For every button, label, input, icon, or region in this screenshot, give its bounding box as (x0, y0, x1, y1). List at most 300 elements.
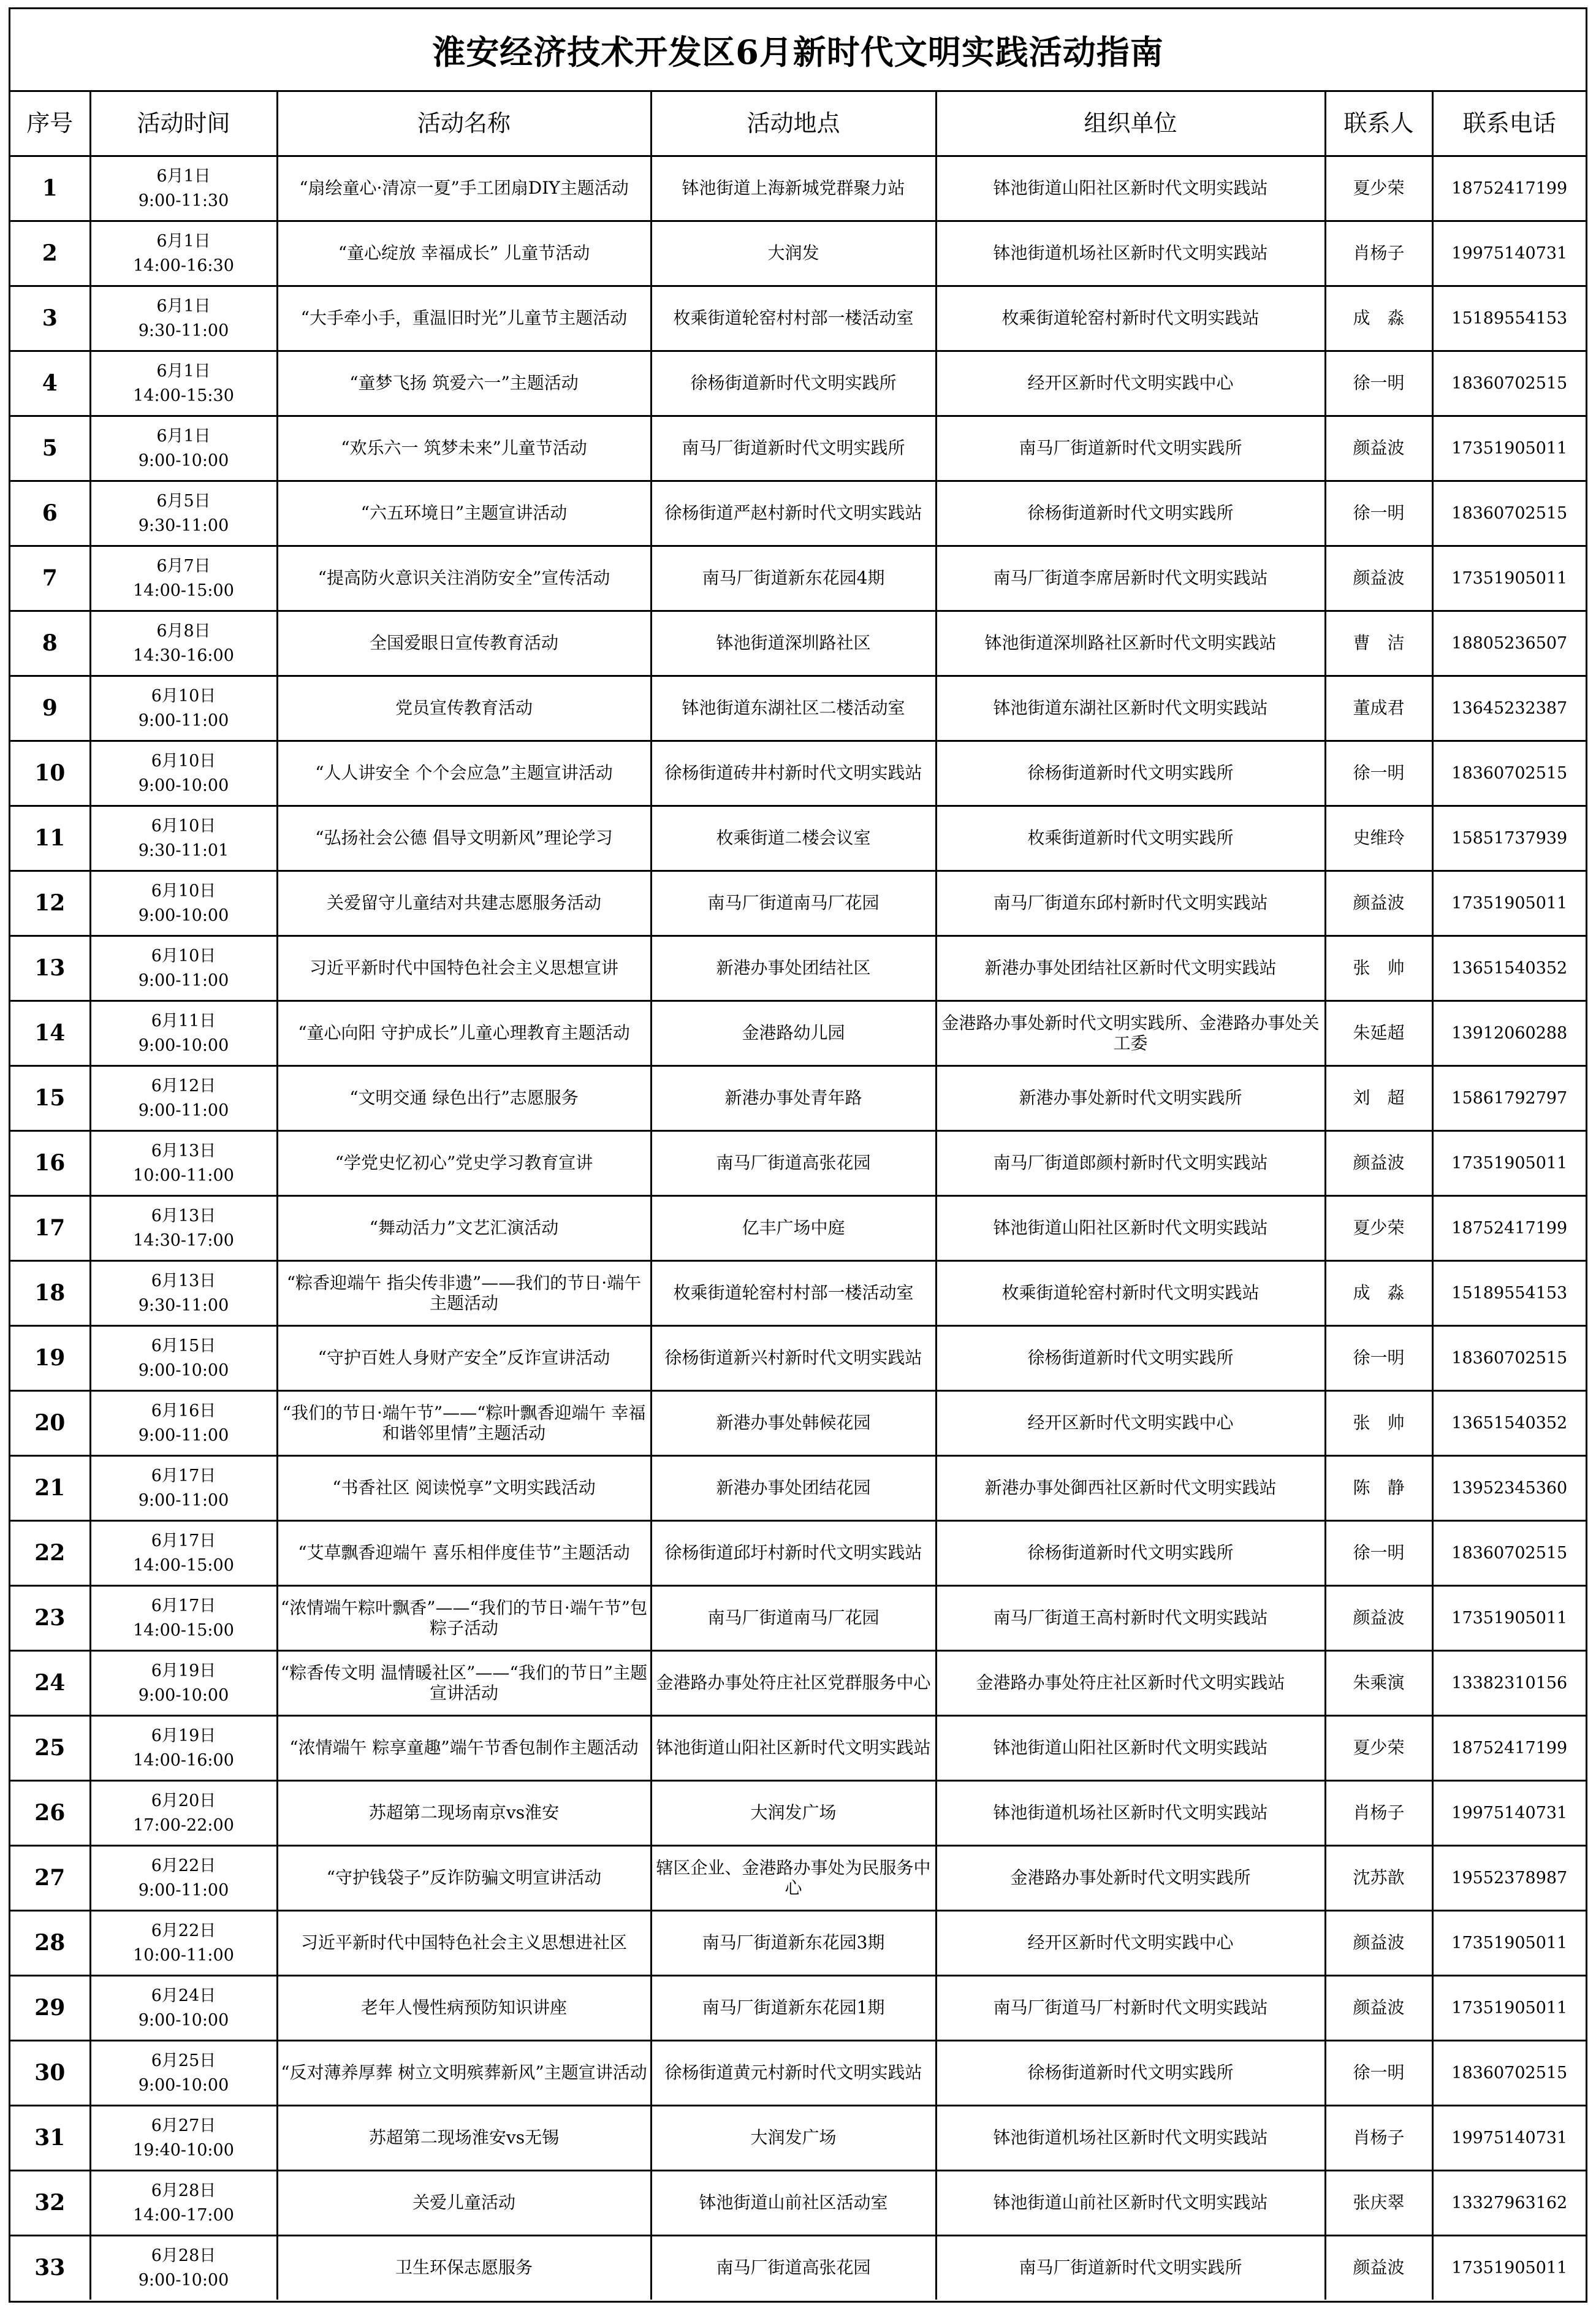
contact-phone: 18360702515 (1432, 741, 1586, 806)
activity-location: 新港办事处青年路 (651, 1066, 936, 1131)
activity-organizer: 钵池街道深圳路社区新时代文明实践站 (936, 611, 1325, 676)
activity-location: 新港办事处团结花园 (651, 1456, 936, 1521)
activity-organizer: 新港办事处团结社区新时代文明实践站 (936, 936, 1325, 1001)
activity-organizer: 徐杨街道新时代文明实践所 (936, 2041, 1325, 2106)
activity-name: “提高防火意识关注消防安全”宣传活动 (277, 546, 651, 611)
contact-phone: 13327963162 (1432, 2171, 1586, 2236)
contact-phone: 17351905011 (1432, 1976, 1586, 2041)
activity-time (90, 1391, 277, 1456)
table-row (10, 1521, 1586, 1586)
activity-date: 6月10日 (151, 816, 216, 836)
activity-name: “舞动活力”文艺汇演活动 (277, 1196, 651, 1261)
activity-hours: 9:00-10:00 (138, 2270, 229, 2290)
contact-person: 张 帅 (1325, 936, 1432, 1001)
contact-person: 颜益波 (1325, 2236, 1432, 2300)
activity-date: 6月17日 (151, 1596, 216, 1615)
activity-time (90, 2171, 277, 2236)
table-row (10, 936, 1586, 1001)
activity-organizer: 南马厂街道东邱村新时代文明实践站 (936, 871, 1325, 936)
activity-time (90, 806, 277, 871)
contact-phone: 13382310156 (1432, 1651, 1586, 1716)
activity-hours: 9:00-10:00 (138, 905, 229, 925)
activity-name: 老年人慢性病预防知识讲座 (277, 1976, 651, 2041)
activity-time (90, 2236, 277, 2300)
activity-name: “弘扬社会公德 倡导文明新风”理论学习 (277, 806, 651, 871)
activity-time (90, 741, 277, 806)
contact-phone: 19552378987 (1432, 1846, 1586, 1911)
activity-time (90, 936, 277, 1001)
activity-time (90, 1586, 277, 1651)
activity-organizer: 钵池街道东湖社区新时代文明实践站 (936, 676, 1325, 741)
header-phone: 联系电话 (1432, 92, 1586, 156)
activity-date: 6月28日 (151, 2246, 216, 2265)
table-row (10, 1781, 1586, 1846)
activity-name: 苏超第二现场淮安vs无锡 (277, 2106, 651, 2171)
row-index: 1 (10, 156, 90, 221)
contact-person: 张 帅 (1325, 1391, 1432, 1456)
activity-time (90, 546, 277, 611)
activity-organizer: 枚乘街道轮窑村新时代文明实践站 (936, 1261, 1325, 1326)
table-row (10, 1001, 1586, 1066)
activity-date: 6月1日 (156, 166, 211, 186)
table-row (10, 741, 1586, 806)
activity-name: 苏超第二现场南京vs淮安 (277, 1781, 651, 1846)
activity-time (90, 2041, 277, 2106)
contact-phone: 18752417199 (1432, 156, 1586, 221)
activity-name: “守护百姓人身财产安全”反诈宣讲活动 (277, 1326, 651, 1391)
contact-phone: 18752417199 (1432, 1716, 1586, 1781)
contact-person: 徐一明 (1325, 1521, 1432, 1586)
table-body (10, 156, 1586, 2300)
table-row (10, 1326, 1586, 1391)
activity-hours: 10:00-11:00 (133, 1165, 234, 1185)
row-index: 4 (10, 351, 90, 416)
activity-hours: 9:30-11:00 (138, 321, 229, 340)
activity-organizer: 徐杨街道新时代文明实践所 (936, 481, 1325, 546)
contact-person: 沈苏歆 (1325, 1846, 1432, 1911)
activity-organizer: 徐杨街道新时代文明实践所 (936, 741, 1325, 806)
activity-hours: 9:00-10:00 (138, 776, 229, 795)
table-row (10, 1456, 1586, 1521)
activity-name: “六五环境日”主题宣讲活动 (277, 481, 651, 546)
row-index: 18 (10, 1261, 90, 1326)
activity-hours: 10:00-11:00 (133, 1945, 234, 1965)
activity-name: “粽香传文明 温情暖社区”——“我们的节日”主题宣讲活动 (277, 1651, 651, 1716)
activity-time (90, 611, 277, 676)
activity-name: 党员宣传教育活动 (277, 676, 651, 741)
activity-location: 徐杨街道砖井村新时代文明实践站 (651, 741, 936, 806)
contact-phone: 18360702515 (1432, 1326, 1586, 1391)
activity-time (90, 1521, 277, 1586)
activity-organizer: 金港路办事处符庄社区新时代文明实践站 (936, 1651, 1325, 1716)
header-name: 活动名称 (277, 92, 651, 156)
activity-time (90, 286, 277, 351)
contact-phone: 13912060288 (1432, 1001, 1586, 1066)
contact-phone: 17351905011 (1432, 416, 1586, 481)
activity-date: 6月10日 (151, 686, 216, 706)
row-index: 31 (10, 2106, 90, 2171)
activity-location: 南马厂街道南马厂花园 (651, 871, 936, 936)
row-index: 19 (10, 1326, 90, 1391)
activity-time (90, 221, 277, 286)
table-row (10, 1196, 1586, 1261)
activity-location: 徐杨街道邱圩村新时代文明实践站 (651, 1521, 936, 1586)
activity-name: 关爱留守儿童结对共建志愿服务活动 (277, 871, 651, 936)
activity-hours: 9:00-10:00 (138, 1035, 229, 1055)
activity-hours: 9:00-11:00 (138, 970, 229, 990)
activity-location: 大润发广场 (651, 2106, 936, 2171)
activity-time (90, 1066, 277, 1131)
row-index: 11 (10, 806, 90, 871)
header-time: 活动时间 (90, 92, 277, 156)
activity-time (90, 1716, 277, 1781)
activity-date: 6月10日 (151, 881, 216, 901)
row-index: 32 (10, 2171, 90, 2236)
row-index: 15 (10, 1066, 90, 1131)
activity-time (90, 416, 277, 481)
activity-organizer: 钵池街道机场社区新时代文明实践站 (936, 2106, 1325, 2171)
activity-date: 6月8日 (156, 621, 211, 641)
activity-location: 南马厂街道高张花园 (651, 2236, 936, 2300)
activity-time (90, 156, 277, 221)
activity-location: 钵池街道深圳路社区 (651, 611, 936, 676)
contact-person: 成 淼 (1325, 1261, 1432, 1326)
table-row (10, 1976, 1586, 2041)
activity-hours: 19:40-10:00 (133, 2140, 234, 2160)
row-index: 33 (10, 2236, 90, 2300)
activity-location: 金港路幼儿园 (651, 1001, 936, 1066)
activity-hours: 14:00-15:00 (133, 581, 234, 600)
table-row (10, 1586, 1586, 1651)
contact-person: 朱乘演 (1325, 1651, 1432, 1716)
contact-phone: 18805236507 (1432, 611, 1586, 676)
activity-location: 南马厂街道高张花园 (651, 1131, 936, 1196)
contact-person: 颜益波 (1325, 1131, 1432, 1196)
activity-location: 钵池街道上海新城党群聚力站 (651, 156, 936, 221)
activity-name: “我们的节日·端午节”——“粽叶飘香迎端午 幸福和谐邻里情”主题活动 (277, 1391, 651, 1456)
activity-name: “人人讲安全 个个会应急”主题宣讲活动 (277, 741, 651, 806)
table-row (10, 1131, 1586, 1196)
activity-organizer: 钵池街道山阳社区新时代文明实践站 (936, 156, 1325, 221)
row-index: 7 (10, 546, 90, 611)
activity-time (90, 2106, 277, 2171)
row-index: 13 (10, 936, 90, 1001)
activity-organizer: 经开区新时代文明实践中心 (936, 1391, 1325, 1456)
activity-time (90, 1846, 277, 1911)
table-row (10, 611, 1586, 676)
contact-phone: 17351905011 (1432, 1911, 1586, 1976)
contact-person: 史维玲 (1325, 806, 1432, 871)
activity-hours: 9:00-11:30 (138, 191, 229, 210)
activity-name: “扇绘童心·清凉一夏”手工团扇DIY主题活动 (277, 156, 651, 221)
activity-time (90, 1781, 277, 1846)
activity-hours: 9:30-11:01 (138, 841, 229, 860)
activity-location: 南马厂街道新东花园1期 (651, 1976, 936, 2041)
contact-person: 肖杨子 (1325, 2106, 1432, 2171)
activity-location: 大润发 (651, 221, 936, 286)
activity-hours: 9:00-11:00 (138, 1490, 229, 1510)
activity-name: “艾草飘香迎端午 喜乐相伴度佳节”主题活动 (277, 1521, 651, 1586)
activity-hours: 9:00-10:00 (138, 2010, 229, 2030)
activity-date: 6月27日 (151, 2116, 216, 2135)
activity-location: 钵池街道山阳社区新时代文明实践站 (651, 1716, 936, 1781)
activity-date: 6月17日 (151, 1466, 216, 1485)
document-title: 淮安经济技术开发区6月新时代文明实践活动指南 (10, 9, 1586, 92)
contact-phone: 17351905011 (1432, 1586, 1586, 1651)
contact-phone: 15861792797 (1432, 1066, 1586, 1131)
row-index: 24 (10, 1651, 90, 1716)
activity-time (90, 1261, 277, 1326)
row-index: 23 (10, 1586, 90, 1651)
row-index: 14 (10, 1001, 90, 1066)
activity-location: 辖区企业、金港路办事处为民服务中心 (651, 1846, 936, 1911)
contact-person: 徐一明 (1325, 481, 1432, 546)
activity-date: 6月7日 (156, 556, 211, 576)
contact-phone: 19975140731 (1432, 1781, 1586, 1846)
activity-organizer: 徐杨街道新时代文明实践所 (936, 1326, 1325, 1391)
activity-time (90, 1131, 277, 1196)
contact-phone: 18752417199 (1432, 1196, 1586, 1261)
contact-person: 颜益波 (1325, 546, 1432, 611)
activity-date: 6月13日 (151, 1206, 216, 1226)
contact-phone: 15851737939 (1432, 806, 1586, 871)
activity-location: 徐杨街道新时代文明实践所 (651, 351, 936, 416)
row-index: 29 (10, 1976, 90, 2041)
contact-phone: 13645232387 (1432, 676, 1586, 741)
activity-organizer: 南马厂街道新时代文明实践所 (936, 416, 1325, 481)
activity-name: “书香社区 阅读悦享”文明实践活动 (277, 1456, 651, 1521)
activity-name: “童心绽放 幸福成长” 儿童节活动 (277, 221, 651, 286)
activity-location: 南马厂街道新东花园3期 (651, 1911, 936, 1976)
activity-organizer: 南马厂街道郎颜村新时代文明实践站 (936, 1131, 1325, 1196)
contact-person: 颜益波 (1325, 1911, 1432, 1976)
table-row (10, 481, 1586, 546)
activity-organizer: 钵池街道机场社区新时代文明实践站 (936, 1781, 1325, 1846)
activity-date: 6月25日 (151, 2051, 216, 2070)
contact-person: 曹 洁 (1325, 611, 1432, 676)
activity-location: 南马厂街道新东花园4期 (651, 546, 936, 611)
row-index: 20 (10, 1391, 90, 1456)
activity-hours: 9:00-10:00 (138, 451, 229, 470)
table-row (10, 806, 1586, 871)
activity-name: “浓情端午粽叶飘香”——“我们的节日·端午节”包粽子活动 (277, 1586, 651, 1651)
activity-name: 关爱儿童活动 (277, 2171, 651, 2236)
activity-organizer: 南马厂街道新时代文明实践所 (936, 2236, 1325, 2300)
activity-date: 6月1日 (156, 296, 211, 316)
activity-hours: 17:00-22:00 (133, 1815, 234, 1835)
activity-location: 枚乘街道轮窑村村部一楼活动室 (651, 1261, 936, 1326)
contact-person: 徐一明 (1325, 1326, 1432, 1391)
table-row (10, 2236, 1586, 2300)
contact-phone: 15189554153 (1432, 1261, 1586, 1326)
row-index: 17 (10, 1196, 90, 1261)
table-row (10, 1261, 1586, 1326)
activity-name: “学党史忆初心”党史学习教育宣讲 (277, 1131, 651, 1196)
activity-time (90, 1001, 277, 1066)
contact-person: 颜益波 (1325, 1586, 1432, 1651)
activity-date: 6月13日 (151, 1141, 216, 1161)
contact-person: 夏少荣 (1325, 1196, 1432, 1261)
contact-phone: 18360702515 (1432, 481, 1586, 546)
activity-hours: 9:00-10:00 (138, 2075, 229, 2095)
contact-person: 颜益波 (1325, 416, 1432, 481)
table-row (10, 546, 1586, 611)
activity-name: 习近平新时代中国特色社会主义思想宣讲 (277, 936, 651, 1001)
activity-date: 6月17日 (151, 1531, 216, 1550)
table-row (10, 1391, 1586, 1456)
activity-hours: 14:30-16:00 (133, 646, 234, 665)
header-row (10, 92, 1586, 156)
activity-name: 全国爱眼日宣传教育活动 (277, 611, 651, 676)
activity-date: 6月22日 (151, 1921, 216, 1940)
activity-hours: 14:00-16:30 (133, 256, 234, 275)
row-index: 27 (10, 1846, 90, 1911)
activity-name: 习近平新时代中国特色社会主义思想进社区 (277, 1911, 651, 1976)
activity-location: 亿丰广场中庭 (651, 1196, 936, 1261)
row-index: 10 (10, 741, 90, 806)
activity-organizer: 经开区新时代文明实践中心 (936, 351, 1325, 416)
table-row (10, 351, 1586, 416)
contact-person: 肖杨子 (1325, 221, 1432, 286)
activity-hours: 9:30-11:00 (138, 516, 229, 535)
table-row (10, 2106, 1586, 2171)
activity-hours: 14:00-15:30 (133, 386, 234, 405)
contact-person: 朱延超 (1325, 1001, 1432, 1066)
activity-location: 徐杨街道新兴村新时代文明实践站 (651, 1326, 936, 1391)
activity-hours: 14:00-16:00 (133, 1750, 234, 1770)
contact-phone: 18360702515 (1432, 2041, 1586, 2106)
row-index: 22 (10, 1521, 90, 1586)
contact-person: 张庆翠 (1325, 2171, 1432, 2236)
table-row (10, 2041, 1586, 2106)
contact-phone: 19975140731 (1432, 2106, 1586, 2171)
activity-organizer: 枚乘街道新时代文明实践所 (936, 806, 1325, 871)
contact-phone: 13952345360 (1432, 1456, 1586, 1521)
activity-date: 6月19日 (151, 1726, 216, 1745)
activity-location: 枚乘街道二楼会议室 (651, 806, 936, 871)
contact-person: 徐一明 (1325, 741, 1432, 806)
table-row (10, 871, 1586, 936)
activity-date: 6月12日 (151, 1076, 216, 1096)
table-row (10, 1651, 1586, 1716)
activity-organizer: 南马厂街道李席居新时代文明实践站 (936, 546, 1325, 611)
row-index: 3 (10, 286, 90, 351)
activity-organizer: 金港路办事处新时代文明实践所 (936, 1846, 1325, 1911)
activity-location: 金港路办事处符庄社区党群服务中心 (651, 1651, 936, 1716)
activity-organizer: 钵池街道山阳社区新时代文明实践站 (936, 1716, 1325, 1781)
activity-location: 钵池街道山前社区活动室 (651, 2171, 936, 2236)
table-row (10, 286, 1586, 351)
activity-location: 徐杨街道严赵村新时代文明实践站 (651, 481, 936, 546)
row-index: 30 (10, 2041, 90, 2106)
activity-location: 钵池街道东湖社区二楼活动室 (651, 676, 936, 741)
activity-location: 新港办事处团结社区 (651, 936, 936, 1001)
activity-location: 徐杨街道黄元村新时代文明实践站 (651, 2041, 936, 2106)
contact-person: 董成君 (1325, 676, 1432, 741)
contact-person: 夏少荣 (1325, 1716, 1432, 1781)
activity-organizer: 钵池街道机场社区新时代文明实践站 (936, 221, 1325, 286)
activity-organizer: 金港路办事处新时代文明实践所、金港路办事处关工委 (936, 1001, 1325, 1066)
activity-date: 6月10日 (151, 946, 216, 966)
activity-hours: 14:00-17:00 (133, 2205, 234, 2225)
contact-phone: 15189554153 (1432, 286, 1586, 351)
activity-name: “欢乐六一 筑梦未来”儿童节活动 (277, 416, 651, 481)
contact-phone: 17351905011 (1432, 2236, 1586, 2300)
activity-name: “大手牵小手，重温旧时光”儿童节主题活动 (277, 286, 651, 351)
activity-date: 6月1日 (156, 361, 211, 381)
document-sheet (9, 7, 1587, 2303)
activity-name: “童梦飞扬 筑爱六一”主题活动 (277, 351, 651, 416)
row-index: 28 (10, 1911, 90, 1976)
row-index: 6 (10, 481, 90, 546)
activity-date: 6月13日 (151, 1271, 216, 1290)
activity-name: “文明交通 绿色出行”志愿服务 (277, 1066, 651, 1131)
contact-person: 徐一明 (1325, 2041, 1432, 2106)
contact-person: 徐一明 (1325, 351, 1432, 416)
contact-phone: 17351905011 (1432, 1131, 1586, 1196)
header-contact: 联系人 (1325, 92, 1432, 156)
row-index: 9 (10, 676, 90, 741)
activity-time (90, 1456, 277, 1521)
activity-date: 6月5日 (156, 491, 211, 511)
activity-organizer: 徐杨街道新时代文明实践所 (936, 1521, 1325, 1586)
contact-phone: 13651540352 (1432, 936, 1586, 1001)
activity-hours: 9:30-11:00 (138, 1295, 229, 1315)
activity-organizer: 南马厂街道王高村新时代文明实践站 (936, 1586, 1325, 1651)
activity-location: 新港办事处韩候花园 (651, 1391, 936, 1456)
activity-date: 6月11日 (151, 1011, 216, 1031)
activity-organizer: 钵池街道山阳社区新时代文明实践站 (936, 1196, 1325, 1261)
activity-hours: 14:30-17:00 (133, 1230, 234, 1250)
table-row (10, 676, 1586, 741)
activity-hours: 9:00-11:00 (138, 711, 229, 730)
header-index: 序号 (10, 92, 90, 156)
activity-location: 南马厂街道新时代文明实践所 (651, 416, 936, 481)
activity-hours: 9:00-10:00 (138, 1360, 229, 1380)
activity-organizer: 新港办事处御西社区新时代文明实践站 (936, 1456, 1325, 1521)
activity-hours: 14:00-15:00 (133, 1620, 234, 1640)
contact-person: 成 淼 (1325, 286, 1432, 351)
contact-phone: 18360702515 (1432, 1521, 1586, 1586)
contact-person: 颜益波 (1325, 871, 1432, 936)
activity-organizer: 经开区新时代文明实践中心 (936, 1911, 1325, 1976)
header-organizer: 组织单位 (936, 92, 1325, 156)
row-index: 2 (10, 221, 90, 286)
activity-name: “童心向阳 守护成长”儿童心理教育主题活动 (277, 1001, 651, 1066)
row-index: 26 (10, 1781, 90, 1846)
activity-date: 6月22日 (151, 1856, 216, 1875)
activity-time (90, 351, 277, 416)
contact-person: 陈 静 (1325, 1456, 1432, 1521)
activity-location: 南马厂街道南马厂花园 (651, 1586, 936, 1651)
activity-hours: 9:00-11:00 (138, 1100, 229, 1120)
table-row (10, 2171, 1586, 2236)
contact-person: 肖杨子 (1325, 1781, 1432, 1846)
activity-hours: 9:00-11:00 (138, 1425, 229, 1445)
activity-name: 卫生环保志愿服务 (277, 2236, 651, 2300)
table-row (10, 1846, 1586, 1911)
contact-phone: 17351905011 (1432, 871, 1586, 936)
activity-date: 6月10日 (151, 751, 216, 771)
table-row (10, 156, 1586, 221)
activity-organizer: 南马厂街道马厂村新时代文明实践站 (936, 1976, 1325, 2041)
activity-organizer: 新港办事处新时代文明实践所 (936, 1066, 1325, 1131)
activity-time (90, 1326, 277, 1391)
activity-date: 6月20日 (151, 1791, 216, 1810)
activity-date: 6月15日 (151, 1336, 216, 1355)
activity-date: 6月28日 (151, 2181, 216, 2200)
activity-location: 大润发广场 (651, 1781, 936, 1846)
